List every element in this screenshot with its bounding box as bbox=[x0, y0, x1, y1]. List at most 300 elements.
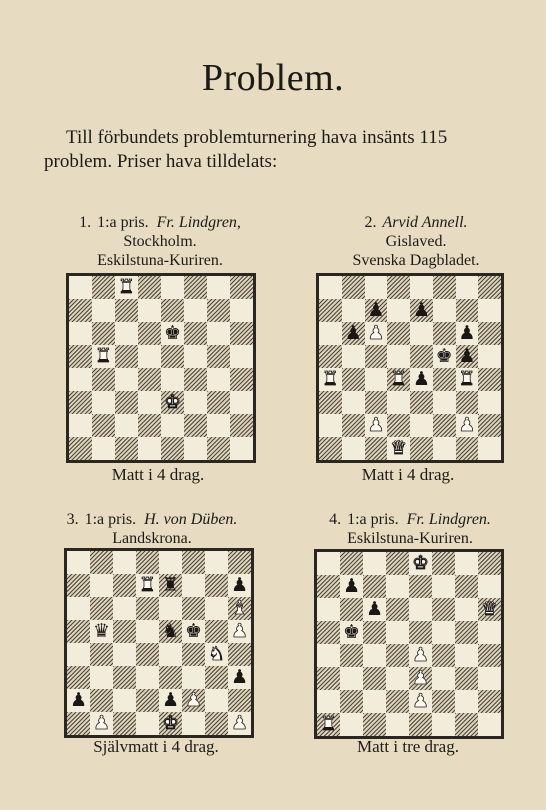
square-c7 bbox=[115, 299, 138, 322]
square-e1 bbox=[409, 713, 432, 736]
square-f7 bbox=[184, 299, 207, 322]
square-a2 bbox=[67, 689, 90, 712]
black-pawn-icon: ♟ bbox=[230, 574, 249, 596]
white-pawn-icon: ♟ bbox=[411, 644, 430, 666]
white-pawn-icon: ♟ bbox=[92, 712, 111, 734]
square-h4 bbox=[478, 644, 501, 667]
square-d7 bbox=[136, 574, 159, 597]
square-c4 bbox=[115, 368, 138, 391]
square-b3 bbox=[340, 667, 363, 690]
problem-1-location: Stockholm. bbox=[123, 233, 197, 250]
square-f3 bbox=[182, 666, 205, 689]
square-g1 bbox=[207, 437, 230, 460]
square-f6 bbox=[182, 597, 205, 620]
chess-board-2 bbox=[316, 273, 504, 463]
problem-1-caption bbox=[40, 213, 280, 270]
white-rook-icon: ♜ bbox=[138, 574, 157, 596]
square-f8 bbox=[182, 551, 205, 574]
square-a8 bbox=[69, 276, 92, 299]
black-pawn-icon: ♟ bbox=[367, 299, 385, 321]
square-c2 bbox=[363, 690, 386, 713]
square-g6 bbox=[207, 322, 230, 345]
white-pawn-icon: ♟ bbox=[411, 667, 430, 689]
square-h8 bbox=[478, 552, 501, 575]
square-e2 bbox=[159, 689, 182, 712]
intro-line-1: Till förbundets problemturnering hava insänts 115 bbox=[66, 127, 448, 148]
square-h3 bbox=[478, 391, 501, 414]
square-c3 bbox=[365, 391, 388, 414]
square-g3 bbox=[207, 391, 230, 414]
black-king-icon: ♚ bbox=[163, 322, 182, 344]
problem-number: 1. bbox=[79, 214, 92, 231]
white-king-icon: ♚ bbox=[161, 712, 180, 734]
square-a6 bbox=[319, 322, 342, 345]
square-e8 bbox=[161, 276, 184, 299]
square-d4 bbox=[386, 644, 409, 667]
square-c8 bbox=[365, 276, 388, 299]
square-e8 bbox=[159, 551, 182, 574]
square-g4 bbox=[205, 643, 228, 666]
square-e6 bbox=[161, 322, 184, 345]
black-pawn-icon: ♟ bbox=[69, 689, 88, 711]
square-b6 bbox=[92, 322, 115, 345]
square-g5 bbox=[456, 345, 479, 368]
square-g2 bbox=[207, 414, 230, 437]
white-rook-icon: ♜ bbox=[390, 368, 408, 390]
problem-number: 2. bbox=[364, 214, 377, 231]
square-a8 bbox=[319, 276, 342, 299]
square-h8 bbox=[230, 276, 253, 299]
square-f4 bbox=[432, 644, 455, 667]
square-e3 bbox=[161, 391, 184, 414]
square-f8 bbox=[433, 276, 456, 299]
square-b1 bbox=[92, 437, 115, 460]
problem-1-heading bbox=[40, 213, 280, 232]
square-h3 bbox=[228, 666, 251, 689]
square-g7 bbox=[456, 299, 479, 322]
square-a7 bbox=[319, 299, 342, 322]
square-b5 bbox=[340, 621, 363, 644]
square-e7 bbox=[409, 575, 432, 598]
square-b1 bbox=[90, 712, 113, 735]
square-h2 bbox=[478, 690, 501, 713]
square-c2 bbox=[113, 689, 136, 712]
square-d2 bbox=[386, 690, 409, 713]
square-h1 bbox=[230, 437, 253, 460]
square-b3 bbox=[342, 391, 365, 414]
square-a5 bbox=[69, 345, 92, 368]
square-f7 bbox=[432, 575, 455, 598]
square-f5 bbox=[184, 345, 207, 368]
square-d7 bbox=[138, 299, 161, 322]
square-c1 bbox=[365, 437, 388, 460]
black-pawn-icon: ♟ bbox=[161, 689, 180, 711]
black-pawn-icon: ♟ bbox=[230, 666, 249, 688]
square-f5 bbox=[432, 621, 455, 644]
square-e3 bbox=[409, 667, 432, 690]
square-h5 bbox=[478, 345, 501, 368]
square-d4 bbox=[136, 643, 159, 666]
square-a3 bbox=[317, 667, 340, 690]
square-d4 bbox=[138, 368, 161, 391]
square-h4 bbox=[230, 368, 253, 391]
problem-3-location: Landskrona. bbox=[112, 530, 192, 547]
square-e5 bbox=[410, 345, 433, 368]
square-h2 bbox=[230, 414, 253, 437]
square-g1 bbox=[455, 713, 478, 736]
square-a5 bbox=[67, 620, 90, 643]
square-h1 bbox=[478, 437, 501, 460]
square-d5 bbox=[386, 621, 409, 644]
white-rook-icon: ♜ bbox=[321, 368, 339, 390]
square-e5 bbox=[161, 345, 184, 368]
square-f3 bbox=[433, 391, 456, 414]
square-h7 bbox=[478, 575, 501, 598]
square-e8 bbox=[410, 276, 433, 299]
square-g3 bbox=[205, 666, 228, 689]
square-a2 bbox=[69, 414, 92, 437]
square-b1 bbox=[342, 437, 365, 460]
square-b6 bbox=[342, 322, 365, 345]
square-f1 bbox=[184, 437, 207, 460]
square-h7 bbox=[230, 299, 253, 322]
square-e1 bbox=[161, 437, 184, 460]
square-e4 bbox=[159, 643, 182, 666]
square-b6 bbox=[340, 598, 363, 621]
square-e2 bbox=[161, 414, 184, 437]
square-d2 bbox=[387, 414, 410, 437]
square-h3 bbox=[230, 391, 253, 414]
square-b4 bbox=[90, 643, 113, 666]
square-a1 bbox=[69, 437, 92, 460]
square-f6 bbox=[184, 322, 207, 345]
square-b4 bbox=[340, 644, 363, 667]
square-a7 bbox=[67, 574, 90, 597]
square-h1 bbox=[478, 713, 501, 736]
square-a4 bbox=[319, 368, 342, 391]
white-pawn-icon: ♟ bbox=[230, 620, 249, 642]
square-c2 bbox=[115, 414, 138, 437]
white-rook-icon: ♜ bbox=[319, 713, 338, 735]
white-king-icon: ♚ bbox=[411, 552, 430, 574]
square-a3 bbox=[319, 391, 342, 414]
problem-2-stipulation: Matt i 4 drag. bbox=[361, 465, 455, 484]
square-g1 bbox=[456, 437, 479, 460]
square-d1 bbox=[136, 712, 159, 735]
problem-1-source: Eskilstuna-Kuriren. bbox=[97, 252, 223, 269]
black-pawn-icon: ♟ bbox=[412, 368, 430, 390]
square-a3 bbox=[67, 666, 90, 689]
intro-line-2: problem. Priser hava tilldelats: bbox=[44, 151, 278, 172]
square-a6 bbox=[67, 597, 90, 620]
square-e6 bbox=[410, 322, 433, 345]
square-c2 bbox=[365, 414, 388, 437]
square-d6 bbox=[138, 322, 161, 345]
problem-number: 3. bbox=[66, 511, 79, 528]
square-a8 bbox=[67, 551, 90, 574]
square-e4 bbox=[409, 644, 432, 667]
square-a2 bbox=[319, 414, 342, 437]
square-e6 bbox=[159, 597, 182, 620]
square-a4 bbox=[69, 368, 92, 391]
square-g3 bbox=[456, 391, 479, 414]
square-g5 bbox=[455, 621, 478, 644]
square-h7 bbox=[478, 299, 501, 322]
black-pawn-icon: ♟ bbox=[458, 322, 476, 344]
square-b5 bbox=[90, 620, 113, 643]
square-f4 bbox=[184, 368, 207, 391]
square-h4 bbox=[478, 368, 501, 391]
problem-4-heading bbox=[290, 510, 530, 529]
square-g5 bbox=[207, 345, 230, 368]
square-f2 bbox=[433, 414, 456, 437]
square-f6 bbox=[433, 322, 456, 345]
square-e2 bbox=[409, 690, 432, 713]
square-g2 bbox=[455, 690, 478, 713]
square-d8 bbox=[138, 276, 161, 299]
square-e7 bbox=[410, 299, 433, 322]
square-e3 bbox=[410, 391, 433, 414]
square-c3 bbox=[115, 391, 138, 414]
square-d5 bbox=[136, 620, 159, 643]
square-c4 bbox=[113, 643, 136, 666]
square-c4 bbox=[365, 368, 388, 391]
square-d2 bbox=[136, 689, 159, 712]
square-c6 bbox=[113, 597, 136, 620]
square-g5 bbox=[205, 620, 228, 643]
square-f1 bbox=[432, 713, 455, 736]
intro-paragraph bbox=[44, 126, 524, 174]
square-c1 bbox=[363, 713, 386, 736]
square-c8 bbox=[113, 551, 136, 574]
square-e4 bbox=[161, 368, 184, 391]
square-a4 bbox=[317, 644, 340, 667]
square-f2 bbox=[432, 690, 455, 713]
author-name: Fr. Lindgren. bbox=[406, 511, 491, 528]
square-d4 bbox=[387, 368, 410, 391]
author-name: Fr. Lindgren, bbox=[156, 214, 241, 231]
square-a1 bbox=[319, 437, 342, 460]
square-g6 bbox=[205, 597, 228, 620]
black-rook-icon: ♜ bbox=[161, 574, 180, 596]
page-title: Problem. bbox=[201, 57, 345, 99]
square-d5 bbox=[387, 345, 410, 368]
square-e5 bbox=[409, 621, 432, 644]
square-b8 bbox=[92, 276, 115, 299]
square-b3 bbox=[90, 666, 113, 689]
square-b1 bbox=[340, 713, 363, 736]
square-h1 bbox=[228, 712, 251, 735]
square-f7 bbox=[433, 299, 456, 322]
square-b5 bbox=[92, 345, 115, 368]
square-h5 bbox=[230, 345, 253, 368]
square-f6 bbox=[432, 598, 455, 621]
square-d8 bbox=[136, 551, 159, 574]
square-g8 bbox=[205, 551, 228, 574]
white-rook-icon: ♜ bbox=[117, 276, 136, 298]
prize-label: 1:a pris. bbox=[347, 511, 399, 528]
square-h6 bbox=[478, 322, 501, 345]
black-pawn-icon: ♟ bbox=[365, 598, 384, 620]
square-c8 bbox=[363, 552, 386, 575]
square-g2 bbox=[456, 414, 479, 437]
black-pawn-icon: ♟ bbox=[344, 322, 362, 344]
problem-2-caption bbox=[296, 213, 536, 270]
square-d1 bbox=[387, 437, 410, 460]
author-name: H. von Düben. bbox=[144, 511, 238, 528]
black-pawn-icon: ♟ bbox=[342, 575, 361, 597]
square-h5 bbox=[228, 620, 251, 643]
white-pawn-icon: ♟ bbox=[367, 322, 385, 344]
square-g4 bbox=[455, 644, 478, 667]
square-f1 bbox=[433, 437, 456, 460]
square-f3 bbox=[432, 667, 455, 690]
white-bishop-icon: ♝ bbox=[230, 597, 249, 619]
square-g3 bbox=[455, 667, 478, 690]
square-g8 bbox=[456, 276, 479, 299]
problem-3-heading bbox=[32, 510, 272, 529]
square-h2 bbox=[228, 689, 251, 712]
square-a1 bbox=[67, 712, 90, 735]
square-b8 bbox=[342, 276, 365, 299]
square-b2 bbox=[90, 689, 113, 712]
square-b7 bbox=[92, 299, 115, 322]
square-b7 bbox=[340, 575, 363, 598]
square-f5 bbox=[182, 620, 205, 643]
square-a2 bbox=[317, 690, 340, 713]
problem-2-location: Gislaved. bbox=[385, 233, 447, 250]
square-e7 bbox=[161, 299, 184, 322]
problem-4-stipulation: Matt i tre drag. bbox=[357, 737, 459, 756]
white-rook-icon: ♜ bbox=[94, 345, 113, 367]
prize-label: 1:a pris. bbox=[84, 511, 137, 528]
square-e1 bbox=[159, 712, 182, 735]
square-g6 bbox=[456, 322, 479, 345]
square-c5 bbox=[363, 621, 386, 644]
square-e1 bbox=[410, 437, 433, 460]
square-d5 bbox=[138, 345, 161, 368]
white-pawn-icon: ♟ bbox=[411, 690, 430, 712]
square-g1 bbox=[205, 712, 228, 735]
author-name: Arvid Annell. bbox=[382, 214, 468, 231]
square-h6 bbox=[478, 598, 501, 621]
square-b8 bbox=[90, 551, 113, 574]
square-f1 bbox=[182, 712, 205, 735]
square-c1 bbox=[113, 712, 136, 735]
white-knight-icon: ♞ bbox=[207, 643, 226, 665]
square-d7 bbox=[386, 575, 409, 598]
square-g7 bbox=[205, 574, 228, 597]
square-d1 bbox=[386, 713, 409, 736]
square-g4 bbox=[456, 368, 479, 391]
problem-2-heading bbox=[296, 213, 536, 232]
white-pawn-icon: ♟ bbox=[230, 712, 249, 734]
square-h8 bbox=[228, 551, 251, 574]
square-b7 bbox=[342, 299, 365, 322]
square-f7 bbox=[182, 574, 205, 597]
square-h2 bbox=[478, 414, 501, 437]
white-king-icon: ♚ bbox=[163, 391, 182, 413]
square-f2 bbox=[184, 414, 207, 437]
square-a7 bbox=[317, 575, 340, 598]
square-f3 bbox=[184, 391, 207, 414]
square-h7 bbox=[228, 574, 251, 597]
white-pawn-icon: ♟ bbox=[458, 414, 476, 436]
square-g2 bbox=[205, 689, 228, 712]
square-c5 bbox=[115, 345, 138, 368]
square-e2 bbox=[410, 414, 433, 437]
square-f2 bbox=[182, 689, 205, 712]
square-d6 bbox=[387, 322, 410, 345]
square-g6 bbox=[455, 598, 478, 621]
square-g8 bbox=[455, 552, 478, 575]
square-c7 bbox=[365, 299, 388, 322]
square-h3 bbox=[478, 667, 501, 690]
square-c1 bbox=[115, 437, 138, 460]
chess-board-1 bbox=[66, 273, 256, 463]
black-king-icon: ♚ bbox=[184, 620, 203, 642]
square-e3 bbox=[159, 666, 182, 689]
square-d3 bbox=[386, 667, 409, 690]
square-d3 bbox=[387, 391, 410, 414]
chess-board-3 bbox=[64, 548, 254, 738]
problem-3-stipulation: Självmatt i 4 drag. bbox=[93, 737, 219, 756]
square-b3 bbox=[92, 391, 115, 414]
square-c5 bbox=[113, 620, 136, 643]
square-f8 bbox=[184, 276, 207, 299]
square-c5 bbox=[365, 345, 388, 368]
square-b2 bbox=[340, 690, 363, 713]
square-f8 bbox=[432, 552, 455, 575]
square-a6 bbox=[317, 598, 340, 621]
square-h6 bbox=[228, 597, 251, 620]
square-d6 bbox=[386, 598, 409, 621]
square-a5 bbox=[317, 621, 340, 644]
square-e4 bbox=[410, 368, 433, 391]
square-b4 bbox=[92, 368, 115, 391]
problem-number: 4. bbox=[329, 511, 342, 528]
square-a5 bbox=[319, 345, 342, 368]
square-a8 bbox=[317, 552, 340, 575]
white-pawn-icon: ♟ bbox=[184, 689, 203, 711]
square-a7 bbox=[69, 299, 92, 322]
square-b2 bbox=[342, 414, 365, 437]
square-d6 bbox=[136, 597, 159, 620]
square-d8 bbox=[387, 276, 410, 299]
square-b6 bbox=[90, 597, 113, 620]
square-e7 bbox=[159, 574, 182, 597]
square-c6 bbox=[365, 322, 388, 345]
black-king-icon: ♚ bbox=[342, 621, 361, 643]
square-d3 bbox=[138, 391, 161, 414]
square-f4 bbox=[433, 368, 456, 391]
square-f4 bbox=[182, 643, 205, 666]
black-knight-icon: ♞ bbox=[161, 620, 180, 642]
square-b5 bbox=[342, 345, 365, 368]
white-queen-icon: ♛ bbox=[480, 598, 499, 620]
square-f5 bbox=[433, 345, 456, 368]
square-e5 bbox=[159, 620, 182, 643]
problem-3-caption bbox=[32, 510, 272, 548]
white-rook-icon: ♜ bbox=[458, 368, 476, 390]
black-king-icon: ♚ bbox=[435, 345, 453, 367]
square-b7 bbox=[90, 574, 113, 597]
white-queen-icon: ♛ bbox=[390, 437, 408, 459]
square-d2 bbox=[138, 414, 161, 437]
black-pawn-icon: ♟ bbox=[458, 345, 476, 367]
square-a1 bbox=[317, 713, 340, 736]
square-b2 bbox=[92, 414, 115, 437]
